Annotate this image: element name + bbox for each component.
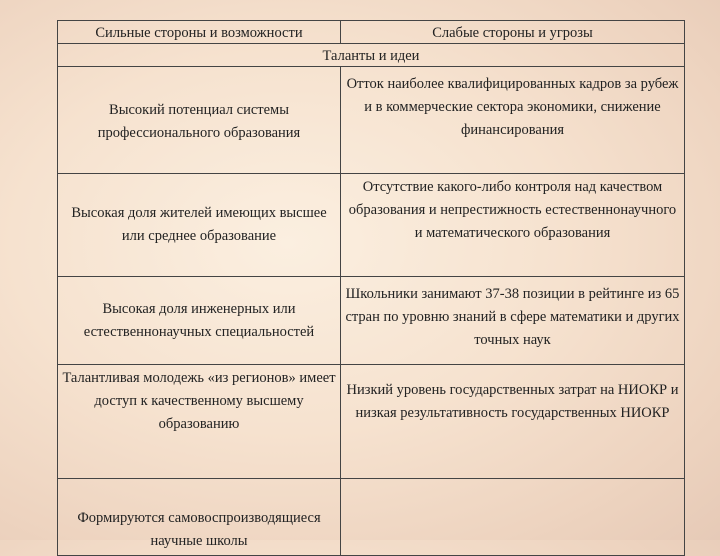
weakness-cell: Отсутствие какого-либо контроля над качеством образования и непрестижность естественнонаучного и математического образования: [341, 174, 685, 277]
table-subheader-row: [58, 44, 685, 67]
strength-cell: Высокий потенциал системы профессионального образования: [58, 67, 341, 174]
strength-cell: Талантливая молодежь «из регионов» имеет доступ к качественному высшему образованию: [58, 365, 341, 479]
table-row: [58, 365, 685, 479]
table-row: [58, 479, 685, 556]
weakness-cell: Низкий уровень государственных затрат на НИОКР и низкая результативность государственных НИОКР: [341, 365, 685, 479]
header-strengths: Сильные стороны и возможности: [58, 21, 341, 44]
table-header-row: [58, 21, 685, 44]
subheader-talents: Таланты и идеи: [58, 44, 685, 67]
swot-table: [57, 20, 685, 556]
table-row: [58, 174, 685, 277]
weakness-cell: Школьники занимают 37-38 позиции в рейтинге из 65 стран по уровню знаний в сфере математики и других точных наук: [341, 277, 685, 365]
weakness-cell: [341, 479, 685, 556]
header-weaknesses: Слабые стороны и угрозы: [341, 21, 685, 44]
strength-cell: Формируются самовоспроизводящиеся научные школы: [58, 479, 341, 556]
weakness-cell: Отток наиболее квалифицированных кадров за рубеж и в коммерческие сектора экономики, снижение финансирования: [341, 67, 685, 174]
table-row: [58, 277, 685, 365]
strength-cell: Высокая доля жителей имеющих высшее или среднее образование: [58, 174, 341, 277]
strength-cell: Высокая доля инженерных или естественнонаучных специальностей: [58, 277, 341, 365]
table-row: [58, 67, 685, 174]
